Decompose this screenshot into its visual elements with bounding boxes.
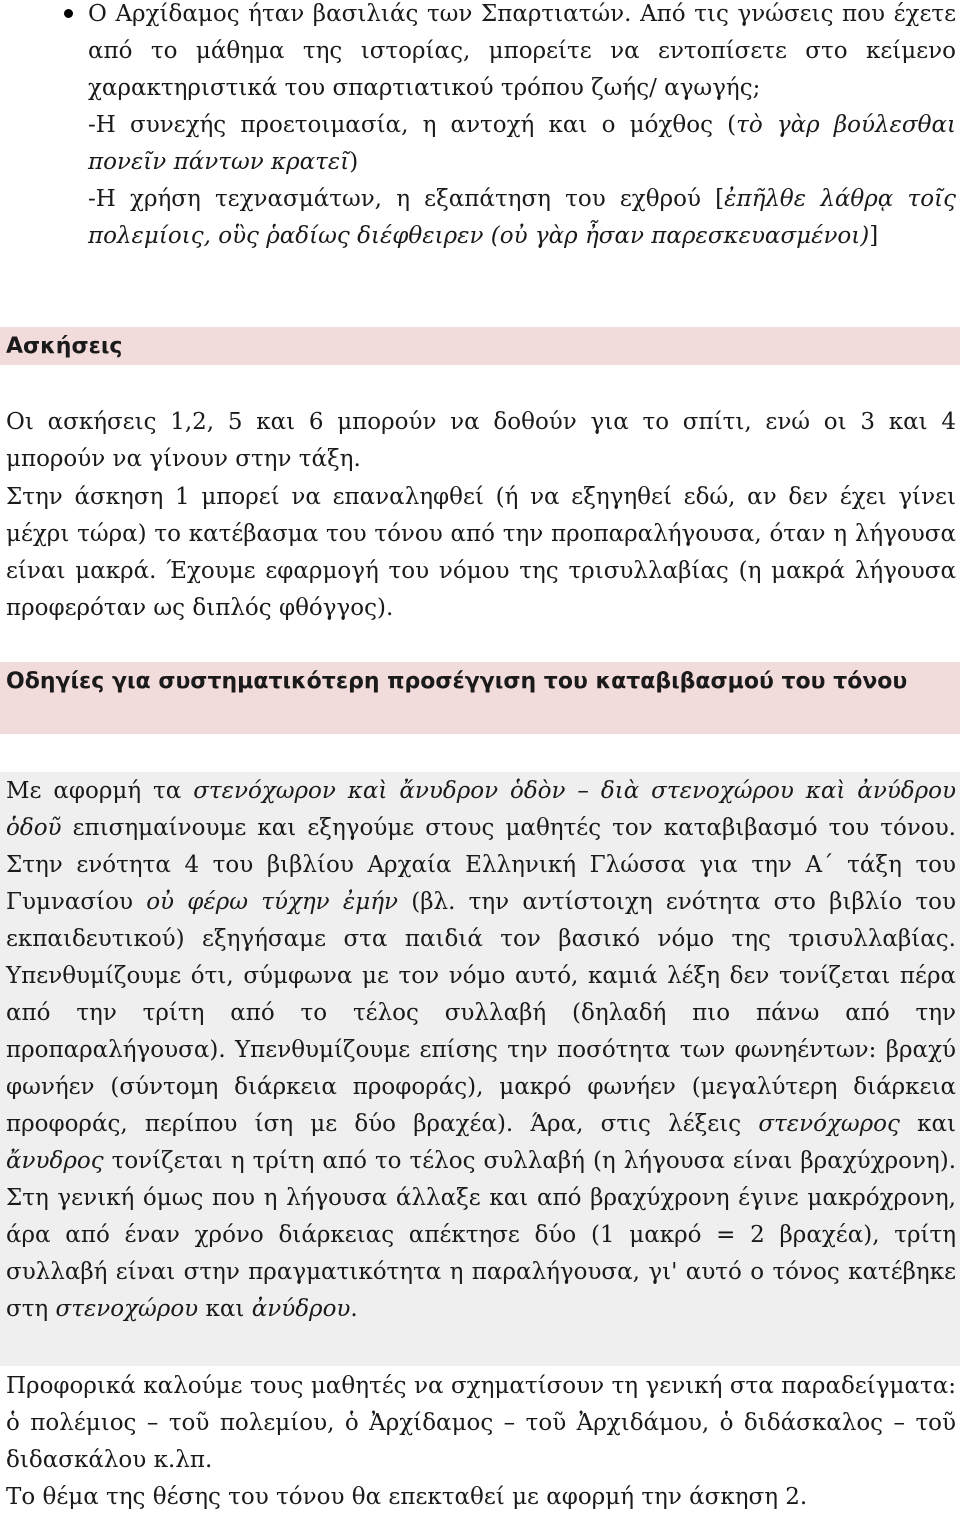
- bullet-answer-2: -Η χρήση τεχνασμάτων, η εξαπάτηση του εχθρού [ἐπῆλθε λάθρᾳ τοῖς πολεμίοις, οὓς ῥαδίως διέφθειρεν (οὐ γὰρ ἦσαν παρεσκευασμένοι)]: [88, 186, 956, 249]
- bullet-item: [88, 0, 956, 255]
- paragraph-exercises-assignment: Οι ασκήσεις 1,2, 5 και 6 μπορούν να δοθούν για το σπίτι, ενώ οι 3 και 4 μπορούν να γίνουν στην τάξη.: [6, 409, 956, 472]
- bullet-icon: [64, 9, 73, 18]
- bullet-question: Ο Αρχίδαμος ήταν βασιλιάς των Σπαρτιατών. Από τις γνώσεις που έχετε από το μάθημα της ιστορίας, μπορείτε να εντοπίσετε στο κείμενο χαρακτηριστικά του σπαρτιατικού τρόπου ζωής/ αγωγής;: [88, 1, 956, 101]
- ancient-greek-quote: ἐπῆλθε λάθρᾳ τοῖς πολεμίοις, οὓς ῥαδίως διέφθειρεν (οὐ γὰρ ἦσαν παρεσκευασμένοι): [88, 186, 956, 249]
- paragraph-exercise-1: Στην άσκηση 1 μπορεί να επαναληφθεί (ή να εξηγηθεί εδώ, αν δεν έχει γίνει μέχρι τώρα) το κατέβασμα του τόνου από την προπαραλήγουσα, όταν η λήγουσα είναι μακρά. Έχουμε εφαρμογή του νόμου της τρισυλλαβίας (η μακρά λήγουσα προφερόταν ως διπλός φθόγγος).: [6, 484, 956, 621]
- paragraph-oral-exercise: Προφορικά καλούμε τους μαθητές να σχηματίσουν τη γενική στα παραδείγματα: ὁ πολέμιος – τοῦ πολεμίου, ὁ Ἀρχίδαμος – τοῦ Ἀρχιδάμου, ὁ διδάσκαλος – τοῦ διδασκάλου κ.λπ.: [6, 1373, 956, 1473]
- paragraph-closing-note: Το θέμα της θέσης του τόνου θα επεκταθεί με αφορμή την άσκηση 2.: [6, 1484, 808, 1510]
- ancient-greek-word: ἀνύδρου: [251, 1296, 351, 1322]
- bullet-answer-1: -Η συνεχής προετοιμασία, η αντοχή και ο μόχθος (τὸ γὰρ βούλεσθαι πονεῖν πάντων κρατεῖ): [88, 112, 956, 175]
- ancient-greek-word: στενοχώρου: [55, 1296, 199, 1322]
- ancient-greek-quote: τὸ γὰρ βούλεσθαι πονεῖν πάντων κρατεῖ: [88, 112, 956, 175]
- section-heading-instructions: Οδηγίες για συστηματικότερη προσέγγιση του καταβιβασμού του τόνου: [0, 662, 960, 734]
- ancient-greek-word: στενόχωρος: [758, 1111, 900, 1137]
- paragraph-accent-explanation: Με αφορμή τα στενόχωρον καὶ ἄνυδρον ὁδὸν – διὰ στενοχώρου καὶ ἀνύδρου ὁδοῦ επισημαίνουμε και εξηγούμε στους μαθητές τον καταβιβασμό του τόνου. Στην ενότητα 4 του βιβλίου Αρχαία Ελληνική Γλώσσα για την Α΄ τάξη του Γυμνασίου οὐ φέρω τύχην ἐμήν (βλ. την αντίστοιχη ενότητα στο βιβλίο του εκπαιδευτικού) εξηγήσαμε στα παιδιά τον βασικό νόμο της τρισυλλαβίας. Υπενθυμίζουμε ότι, σύμφωνα με τον νόμο αυτό, καμιά λέξη δεν τονίζεται πέρα από την τρίτη από το τέλος συλλαβή (δηλαδή πιο πάνω από την προπαραλήγουσα). Υπενθυμίζουμε επίσης την ποσότητα των φωνηέντων: βραχύ φωνήεν (σύντομη διάρκεια προφοράς), μακρό φωνήεν (μεγαλύτερη διάρκεια προφοράς, περίπου ίση με δύο βραχέα). Άρα, στις λέξεις στενόχωρος και ἄνυδρος τονίζεται η τρίτη από το τέλος συλλαβή (η λήγουσα είναι βραχύχρονη). Στη γενική όμως που η λήγουσα άλλαξε και από βραχύχρονη έγινε μακρόχρονη, άρα από έναν χρόνο διάρκειας απέκτησε δύο (1 μακρό = 2 βραχέα), τρίτη συλλαβή είναι στην πραγματικότητα η παραλήγουσα, γι' αυτό ο τόνος κατέβηκε στη στενοχώρου και ἀνύδρου.: [6, 778, 956, 1322]
- section-heading-exercises: Ασκήσεις: [0, 327, 960, 365]
- ancient-greek-quote: διὰ στενοχώρου καὶ ἀνύδρου ὁδοῦ: [6, 778, 956, 841]
- ancient-greek-quote: οὐ φέρω τύχην ἐμήν: [146, 889, 398, 915]
- ancient-greek-word: ἄνυδρος: [6, 1148, 104, 1174]
- ancient-greek-quote: στενόχωρον καὶ ἄνυδρον ὁδὸν: [193, 778, 566, 804]
